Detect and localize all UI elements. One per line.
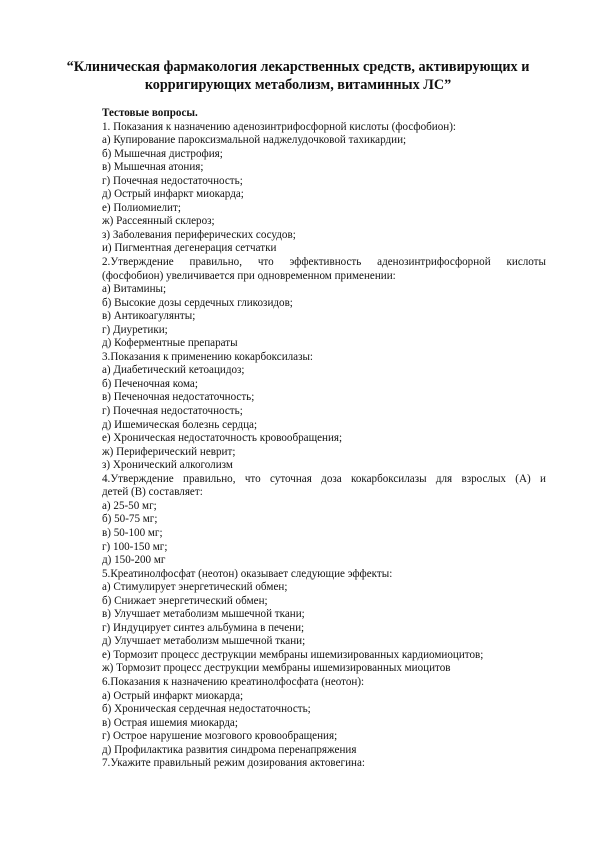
text-line: д) Улучшает метаболизм мышечной ткани;: [102, 635, 306, 648]
text-line: б) Хроническая сердечная недостаточность;: [102, 703, 311, 716]
question-list: [102, 107, 546, 771]
text-line: 3.Показания к применению кокарбоксилазы:: [102, 350, 314, 363]
text-line: д) Профилактика развития синдрома перенапряжения: [102, 743, 357, 756]
text-line: д) Ишемическая болезнь сердца;: [102, 418, 258, 431]
document-title: [60, 59, 536, 94]
text-line: 1. Показания к назначению аденозинтрифосфорной кислоты (фосфобион):: [102, 120, 456, 133]
text-line: б) Высокие дозы сердечных гликозидов;: [102, 296, 293, 309]
text-line: г) 100-150 мг;: [102, 540, 168, 553]
text-line: ж) Тормозит процесс деструкции мембраны ишемизированных миоцитов: [102, 662, 451, 675]
text-line: в) Печеночная недостаточность;: [102, 391, 255, 404]
text-line: б) Печеночная кома;: [102, 377, 198, 390]
text-line: а) Диабетический кетоацидоз;: [102, 364, 245, 377]
text-line: г) Почечная недостаточность;: [102, 174, 243, 187]
text-line: б) Снижает энергетический обмен;: [102, 594, 268, 607]
text-line: а) Купирование пароксизмальной наджелудочковой тахикардии;: [102, 134, 407, 147]
text-line: г) Индуцирует синтез альбумина в печени;: [102, 621, 305, 634]
text-line: 6.Показания к назначению креатинолфосфата (неотон):: [102, 675, 365, 688]
text-line: е) Хроническая недостаточность кровообращения;: [102, 432, 343, 445]
text-line: ж) Периферический неврит;: [102, 445, 236, 458]
text-line: з) Заболевания периферических сосудов;: [102, 228, 296, 241]
title-line-2: корригирующих метаболизм, витаминных ЛС”: [144, 76, 452, 93]
text-line: г) Почечная недостаточность;: [102, 405, 243, 418]
text-line: а) 25-50 мг;: [102, 499, 157, 512]
text-line: д) 150-200 мг: [102, 554, 166, 567]
text-line: в) Острая ишемия миокарда;: [102, 716, 238, 729]
title-line-1: “Клиническая фармакология лекарственных средств, активирующих и: [66, 59, 530, 75]
text-line: и) Пигментная дегенерация сетчатки: [102, 242, 277, 255]
text-line: 5.Креатинолфосфат (неотон) оказывает следующие эффекты:: [102, 567, 393, 580]
text-line: а) Стимулирует энергетический обмен;: [102, 581, 288, 594]
text-line: в) Антикоагулянты;: [102, 310, 196, 323]
text-line: в) Улучшает метаболизм мышечной ткани;: [102, 608, 305, 621]
text-line: б) 50-75 мг;: [102, 513, 158, 526]
text-line: в) Мышечная атония;: [102, 161, 204, 174]
text-line: детей (В) составляет:: [102, 486, 203, 499]
text-line: 4.Утверждение правильно, что суточная доза кокарбоксилазы для взрослых (А) и: [102, 472, 546, 485]
text-line: д) Коферментные препараты: [102, 337, 238, 350]
text-line: в) 50-100 мг;: [102, 526, 163, 539]
text-line: г) Острое нарушение мозгового кровообращения;: [102, 730, 338, 743]
text-line: з) Хронический алкоголизм: [102, 459, 233, 472]
text-line: б) Мышечная дистрофия;: [102, 147, 223, 160]
text-line: е) Полиомиелит;: [102, 201, 181, 214]
text-line: г) Диуретики;: [102, 323, 168, 336]
text-line: а) Витамины;: [102, 283, 167, 296]
text-line: д) Острый инфаркт миокарда;: [102, 188, 244, 201]
section-heading: Тестовые вопросы.: [102, 107, 198, 119]
text-line: а) Острый инфаркт миокарда;: [102, 689, 244, 702]
text-line: ж) Рассеянный склероз;: [102, 215, 215, 228]
text-line: (фосфобион) увеличивается при одновременном применении:: [102, 269, 396, 282]
text-line: е) Тормозит процесс деструкции мембраны ишемизированных кардиомиоцитов;: [102, 648, 484, 661]
text-line: 2.Утверждение правильно, что эффективность аденозинтрифосфорной кислоты: [102, 256, 546, 269]
text-line: 7.Укажите правильный режим дозирования актовегина:: [102, 757, 365, 770]
